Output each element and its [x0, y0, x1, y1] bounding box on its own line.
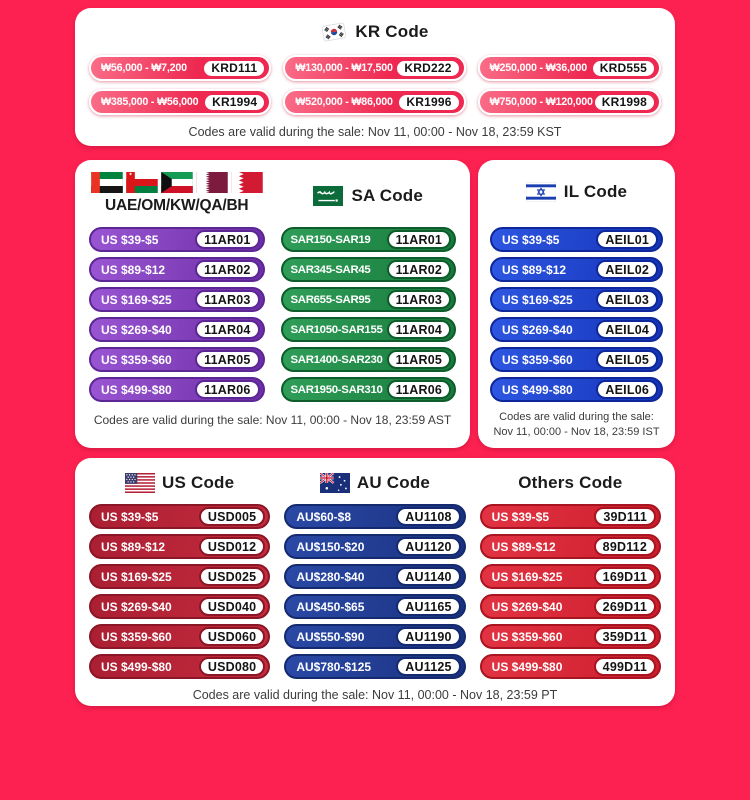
discount-range: US $499-$80: [502, 382, 573, 397]
discount-range: US $499-$80: [101, 659, 172, 674]
coupon-code-badge: AU1165: [396, 597, 460, 616]
coupon-pill[interactable]: [89, 287, 265, 312]
discount-range: US $39-$5: [101, 509, 159, 524]
discount-range: US $269-$40: [502, 322, 573, 337]
coupon-pill[interactable]: [89, 257, 265, 282]
coupon-pill[interactable]: [490, 257, 663, 282]
gulf-code-column: [89, 172, 265, 402]
discount-range: ₩750,000 - ₩120,000: [489, 96, 593, 108]
coupon-code-badge: 11AR03: [195, 290, 259, 309]
coupon-pill[interactable]: [478, 55, 661, 81]
coupon-code-badge: USD025: [199, 567, 265, 586]
il-validity-note: [486, 410, 667, 440]
coupon-pill[interactable]: [490, 347, 663, 372]
coupon-code-badge: USD005: [199, 507, 265, 526]
coupon-code-badge: USD040: [199, 597, 265, 616]
coupon-code-badge: KR1998: [593, 93, 656, 112]
gulf-column-title: UAE/OM/KW/QA/BH: [105, 197, 249, 214]
coupon-code-badge: AEIL06: [596, 380, 658, 399]
coupon-pill[interactable]: [281, 287, 457, 312]
coupon-pill[interactable]: [490, 227, 663, 252]
discount-range: AU$550-$90: [296, 629, 365, 644]
kr-coupon-grid: [89, 55, 661, 115]
kr-card-header: [89, 19, 661, 45]
discount-range: ₩250,000 - ₩36,000: [489, 62, 588, 74]
discount-range: US $39-$5: [491, 509, 550, 524]
coupon-pill[interactable]: [281, 317, 457, 342]
coupon-code-badge: AEIL04: [596, 320, 658, 339]
coupon-pill[interactable]: [284, 564, 465, 589]
coupon-code-badge: 11AR06: [387, 380, 451, 399]
discount-range: US $359-$60: [491, 629, 563, 644]
discount-range: AU$60-$8: [296, 509, 352, 524]
il-code-card: [478, 160, 675, 448]
others-code-column: [480, 470, 661, 679]
coupon-pill[interactable]: [89, 227, 265, 252]
coupon-pill[interactable]: [480, 654, 661, 679]
coupon-pill[interactable]: [89, 624, 270, 649]
bahrain-flag-icon: [231, 172, 263, 193]
coupon-pill[interactable]: [480, 534, 661, 559]
coupon-pill[interactable]: [490, 317, 663, 342]
coupon-pill[interactable]: [490, 377, 663, 402]
saudi-arabia-flag-icon: [313, 186, 343, 206]
coupon-pill[interactable]: [89, 564, 270, 589]
il-coupon-list: [490, 227, 663, 402]
coupon-code-badge: 499D11: [594, 657, 656, 676]
coupon-pill[interactable]: [283, 55, 465, 81]
coupon-pill[interactable]: [480, 594, 661, 619]
others-header: [480, 470, 661, 496]
coupon-pill[interactable]: [284, 624, 465, 649]
us-au-others-code-card: [75, 458, 675, 706]
coupon-code-badge: 11AR01: [387, 230, 451, 249]
bottom-validity-note: Codes are valid during the sale: Nov 11, 00:00 - Nov 18, 23:59 PT: [192, 688, 558, 702]
coupon-pill[interactable]: [284, 594, 465, 619]
coupon-pill[interactable]: [480, 564, 661, 589]
gulf-sa-validity-note: Codes are valid during the sale: Nov 11, 00:00 - Nov 18, 23:59 AST: [93, 413, 452, 427]
discount-range: AU$280-$40: [296, 569, 365, 584]
discount-range: AU$780-$125: [296, 659, 372, 674]
discount-range: SAR655-SAR95: [290, 293, 371, 306]
australia-flag-icon: [320, 473, 350, 493]
others-column-title: Others Code: [518, 473, 623, 492]
us-column-title: US Code: [162, 473, 235, 492]
discount-range: US $169-$25: [491, 569, 563, 584]
coupon-code-badge: AU1108: [396, 507, 460, 526]
coupon-code-badge: KRD111: [202, 59, 266, 78]
gulf-coupon-list: [89, 227, 265, 402]
discount-range: ₩56,000 - ₩7,200: [101, 62, 187, 74]
coupon-code-badge: AEIL01: [596, 230, 658, 249]
discount-range: ₩130,000 - ₩17,500: [295, 62, 393, 74]
uae-flag-icon: [91, 172, 123, 193]
us-header: [89, 470, 270, 496]
coupon-code-badge: 11AR02: [387, 260, 451, 279]
coupon-pill[interactable]: [284, 534, 465, 559]
au-header: [284, 470, 465, 496]
coupon-code-badge: 11AR06: [195, 380, 259, 399]
discount-range: SAR1950-SAR310: [290, 383, 383, 396]
us-coupon-list: [89, 504, 270, 679]
coupon-pill[interactable]: [283, 89, 465, 115]
coupon-code-badge: AU1190: [396, 627, 460, 646]
sa-column-title: SA Code: [351, 185, 424, 205]
coupon-code-badge: 89D112: [594, 537, 656, 556]
gulf-sa-code-card: [75, 160, 470, 448]
il-validity-line1: Codes are valid during the sale:: [499, 411, 654, 423]
discount-range: US $39-$5: [101, 232, 159, 247]
discount-range: US $499-$80: [101, 382, 172, 397]
coupon-code-badge: 11AR05: [195, 350, 259, 369]
coupon-pill[interactable]: [89, 377, 265, 402]
discount-range: US $169-$25: [101, 569, 172, 584]
discount-range: US $359-$60: [101, 629, 172, 644]
coupon-pill[interactable]: [480, 504, 661, 529]
discount-range: US $89-$12: [101, 262, 166, 277]
discount-range: US $89-$12: [491, 539, 556, 554]
oman-flag-icon: [126, 172, 158, 193]
coupon-pill[interactable]: [89, 654, 270, 679]
discount-range: SAR150-SAR19: [290, 233, 371, 246]
coupon-pill[interactable]: [281, 377, 457, 402]
discount-range: US $89-$12: [101, 539, 166, 554]
coupon-pill[interactable]: [281, 257, 457, 282]
coupon-code-badge: AU1140: [396, 567, 460, 586]
coupon-code-badge: 169D11: [594, 567, 656, 586]
sa-header: [281, 186, 457, 206]
coupon-code-badge: 11AR04: [195, 320, 259, 339]
discount-range: AU$150-$20: [296, 539, 365, 554]
coupon-code-badge: KRD555: [591, 59, 656, 78]
coupon-pill[interactable]: [89, 594, 270, 619]
discount-range: ₩520,000 - ₩86,000: [295, 96, 393, 108]
discount-range: US $169-$25: [502, 292, 573, 307]
discount-range: US $359-$60: [101, 352, 172, 367]
coupon-code-badge: AEIL05: [596, 350, 658, 369]
coupon-code-badge: AEIL03: [596, 290, 658, 309]
coupon-code-badge: 39D111: [594, 507, 656, 526]
israel-flag-icon: [526, 182, 556, 202]
discount-range: AU$450-$65: [296, 599, 365, 614]
coupon-code-badge: 11AR02: [195, 260, 259, 279]
coupon-pill[interactable]: [480, 624, 661, 649]
au-coupon-list: [284, 504, 465, 679]
sa-coupon-list: [281, 227, 457, 402]
coupon-code-badge: 11AR01: [195, 230, 259, 249]
discount-range: US $269-$40: [101, 599, 172, 614]
discount-range: SAR345-SAR45: [290, 263, 371, 276]
discount-range: US $169-$25: [101, 292, 172, 307]
coupon-pill[interactable]: [89, 55, 271, 81]
coupon-pill[interactable]: [89, 347, 265, 372]
coupon-pill[interactable]: [284, 504, 465, 529]
sa-code-column: [281, 172, 457, 402]
coupon-pill[interactable]: [89, 317, 265, 342]
coupon-pill[interactable]: [89, 504, 270, 529]
us-flag-icon: [125, 473, 155, 493]
coupon-code-badge: KRD222: [395, 59, 460, 78]
coupon-pill[interactable]: [478, 89, 661, 115]
discount-range: US $269-$40: [101, 322, 172, 337]
discount-range: SAR1050-SAR155: [290, 323, 383, 336]
discount-range: US $269-$40: [491, 599, 563, 614]
coupon-code-badge: AEIL02: [596, 260, 658, 279]
kr-validity-note: Codes are valid during the sale: Nov 11, 00:00 - Nov 18, 23:59 KST: [188, 125, 562, 139]
discount-range: US $359-$60: [502, 352, 573, 367]
coupon-code-badge: USD080: [199, 657, 265, 676]
discount-range: US $39-$5: [502, 232, 560, 247]
il-card-title: IL Code: [563, 182, 628, 201]
discount-range: US $499-$80: [491, 659, 563, 674]
discount-range: SAR1400-SAR230: [290, 353, 383, 366]
il-header: [490, 182, 663, 202]
coupon-code-badge: KR1996: [397, 93, 460, 112]
coupon-pill[interactable]: [490, 287, 663, 312]
coupon-code-badge: 269D11: [594, 597, 656, 616]
coupon-code-badge: USD060: [199, 627, 265, 646]
au-column-title: AU Code: [356, 473, 431, 492]
coupon-code-badge: 359D11: [594, 627, 656, 646]
gulf-flags-row: [89, 172, 265, 193]
coupon-code-badge: AU1120: [396, 537, 460, 556]
coupon-pill[interactable]: [281, 347, 457, 372]
coupon-code-badge: KR1994: [203, 93, 266, 112]
coupon-pill[interactable]: [89, 534, 270, 559]
south-korea-flag-icon: [321, 19, 347, 45]
au-code-column: [284, 470, 465, 679]
discount-range: ₩385,000 - ₩56,000: [101, 96, 199, 108]
kuwait-flag-icon: [161, 172, 193, 193]
coupon-pill[interactable]: [89, 89, 271, 115]
discount-range: US $89-$12: [502, 262, 567, 277]
coupon-pill[interactable]: [284, 654, 465, 679]
coupon-code-badge: USD012: [199, 537, 265, 556]
coupon-code-badge: 11AR05: [387, 350, 451, 369]
coupon-pill[interactable]: [281, 227, 457, 252]
coupon-code-badge: 11AR03: [387, 290, 451, 309]
coupon-code-badge: AU1125: [396, 657, 460, 676]
gulf-header: [89, 172, 265, 219]
coupon-code-badge: 11AR04: [387, 320, 451, 339]
others-coupon-list: [480, 504, 661, 679]
il-validity-line2: Nov 11, 00:00 - Nov 18, 23:59 IST: [493, 426, 660, 438]
qatar-flag-icon: [196, 172, 228, 193]
us-code-column: [89, 470, 270, 679]
kr-code-card: [75, 8, 675, 146]
kr-card-title: KR Code: [355, 22, 429, 41]
